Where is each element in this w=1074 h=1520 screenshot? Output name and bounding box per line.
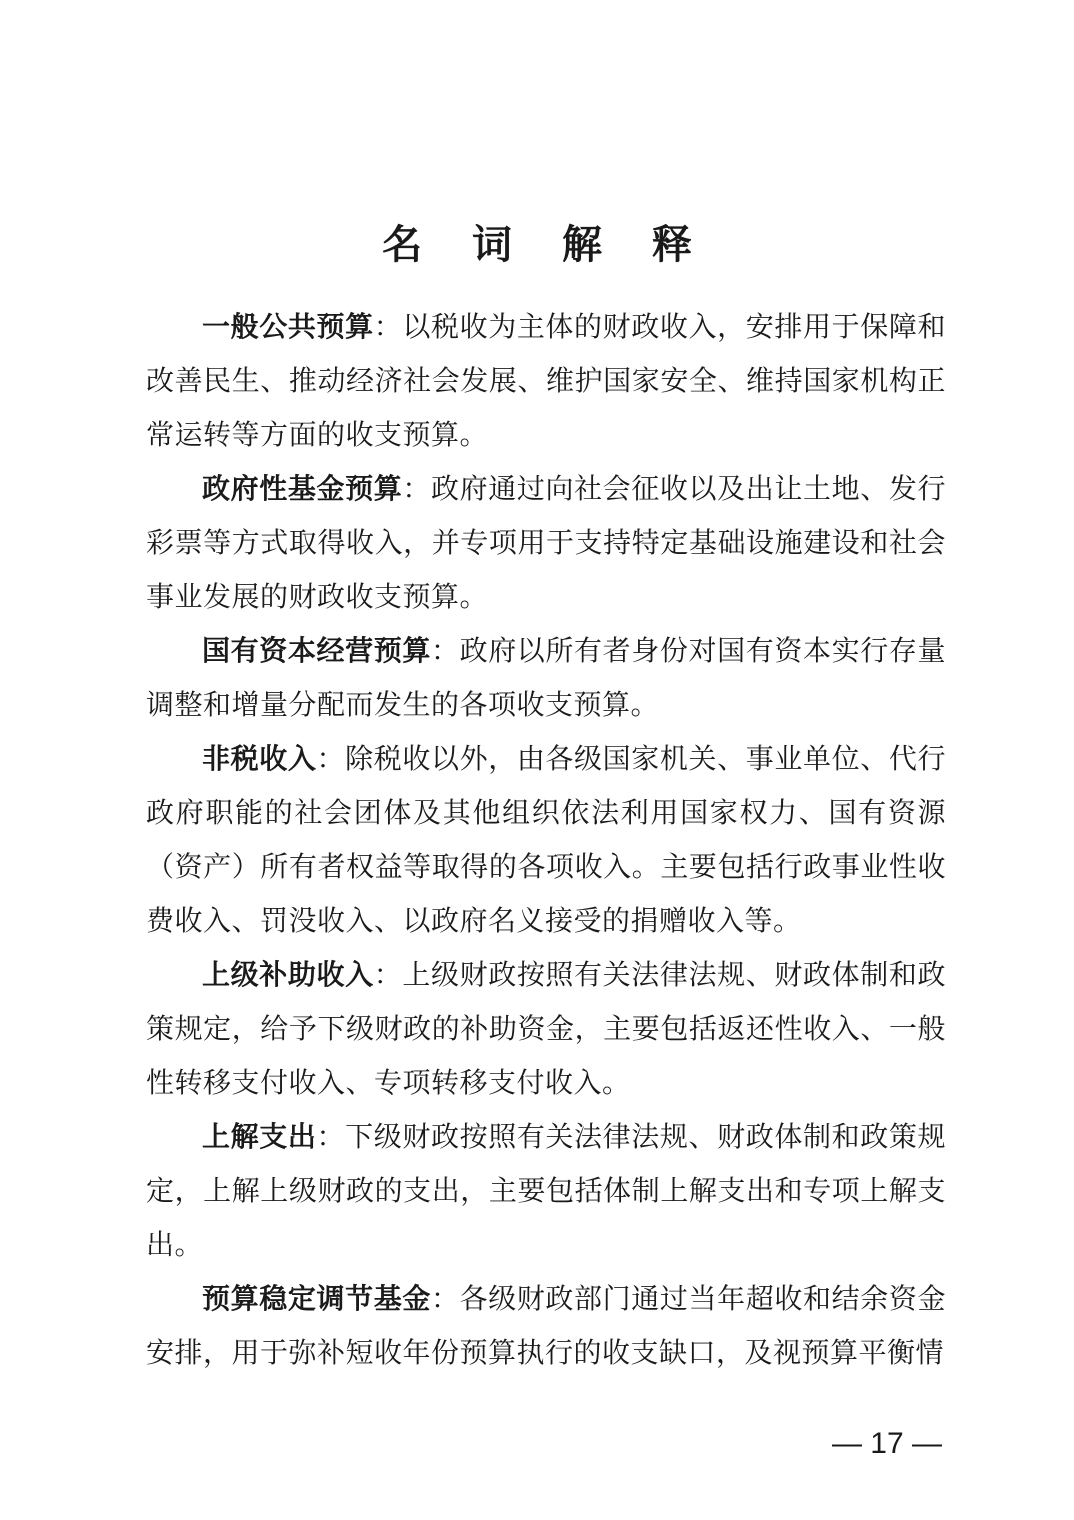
term-definition: ：以税收为主体的财政收入，安排用于保障和改善民生、推动经济社会发展、维护国家安全、维持国家机构正常运转等方面的收支预算。	[146, 310, 946, 451]
glossary-entry-non-tax-revenue	[146, 732, 946, 948]
term-name: 一般公共预算	[202, 310, 374, 343]
term-definition: ：政府以所有者身份对国有资本实行存量调整和增量分配而发生的各项收支预算。	[146, 634, 946, 721]
glossary-entry-higher-level-subsidy	[146, 948, 946, 1110]
page-number: — 17 —	[831, 1427, 942, 1460]
term-name: 预算稳定调节基金	[202, 1282, 431, 1315]
term-name: 国有资本经营预算	[202, 634, 431, 667]
glossary-entry-general-public-budget	[146, 300, 946, 462]
term-name: 上解支出	[202, 1120, 317, 1153]
term-definition: ：除税收以外，由各级国家机关、事业单位、代行政府职能的社会团体及其他组织依法利用国家权力、国有资源（资产）所有者权益等取得的各项收入。主要包括行政事业性收费收入、罚没收入、以政府名义接受的捐赠收入等。	[146, 742, 946, 937]
glossary-entry-remittance-expenditure	[146, 1110, 946, 1272]
glossary-entry-government-fund-budget	[146, 462, 946, 624]
glossary-body	[146, 300, 946, 1380]
glossary-entry-state-capital-budget	[146, 624, 946, 732]
glossary-entry-budget-stabilization-fund	[146, 1272, 946, 1380]
term-definition: ：各级财政部门通过当年超收和结余资金安排，用于弥补短收年份预算执行的收支缺口，及视预算平衡情	[146, 1282, 946, 1369]
term-definition: ：下级财政按照有关法律法规、财政体制和政策规定，上解上级财政的支出，主要包括体制上解支出和专项上解支出。	[146, 1120, 946, 1261]
term-definition: ：政府通过向社会征收以及出让土地、发行彩票等方式取得收入，并专项用于支持特定基础设施建设和社会事业发展的财政收支预算。	[146, 472, 946, 613]
term-name: 非税收入	[202, 742, 317, 775]
term-name: 政府性基金预算	[202, 472, 403, 505]
term-name: 上级补助收入	[202, 958, 374, 991]
page-title: 名 词 解 释	[382, 221, 710, 268]
term-definition: ：上级财政按照有关法律法规、财政体制和政策规定，给予下级财政的补助资金，主要包括返还性收入、一般性转移支付收入、专项转移支付收入。	[146, 958, 946, 1099]
